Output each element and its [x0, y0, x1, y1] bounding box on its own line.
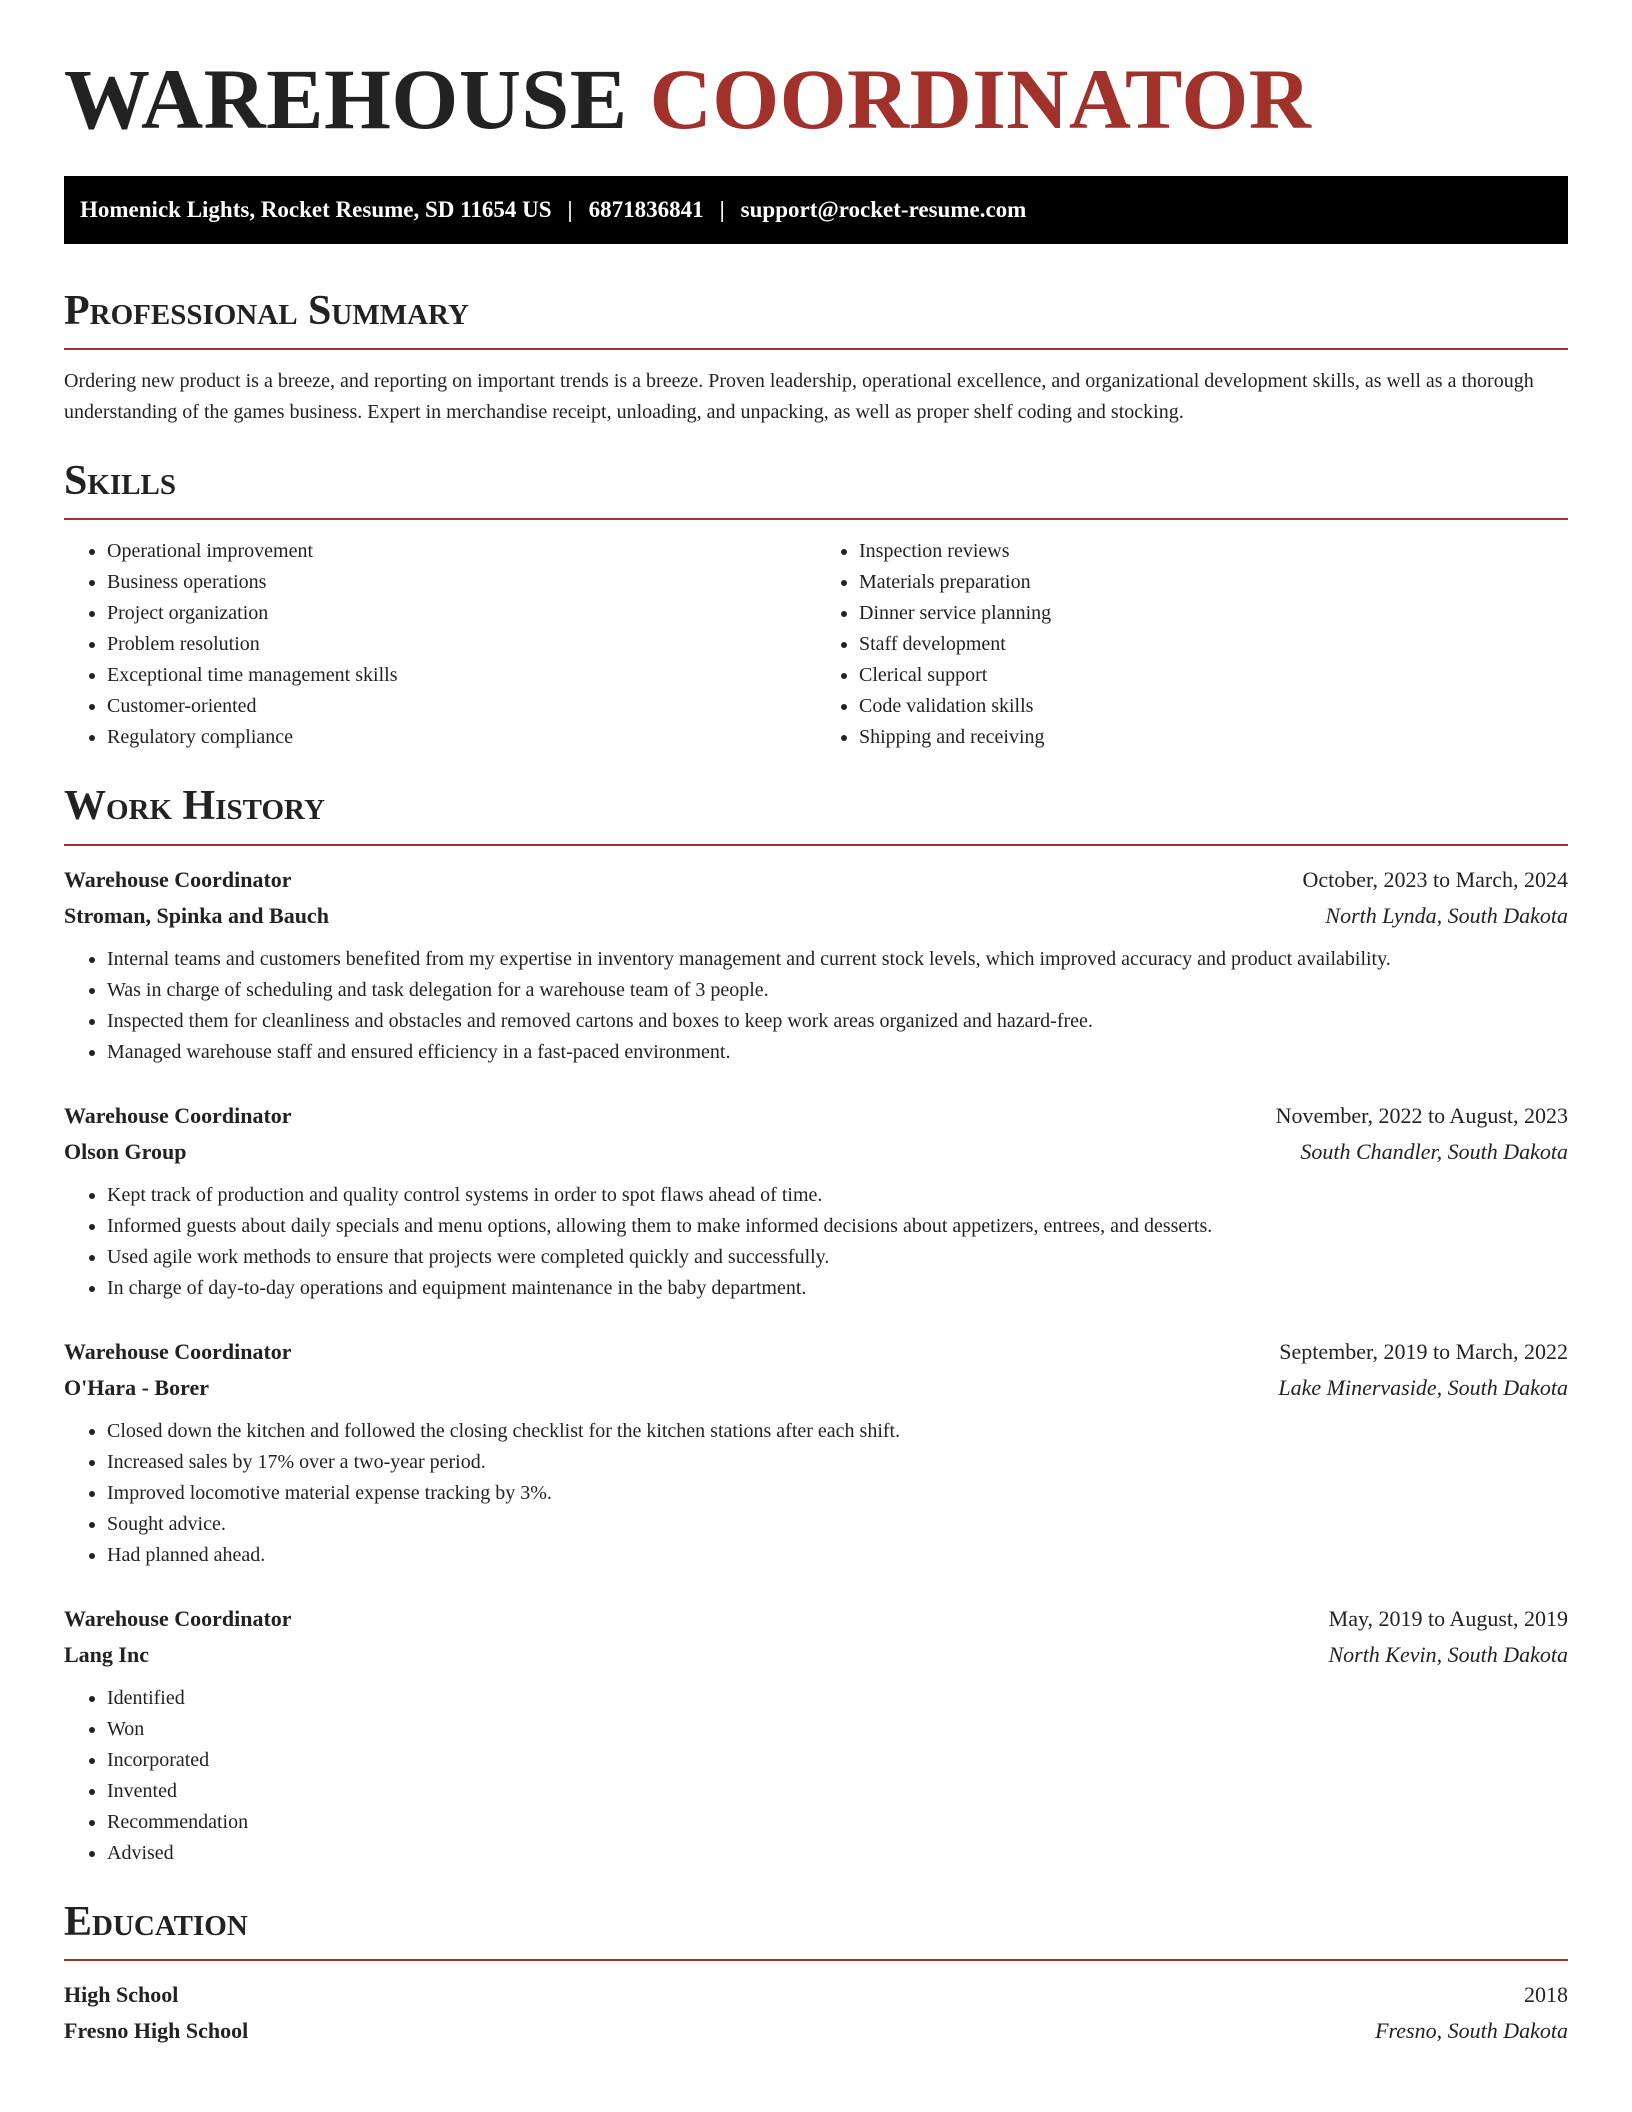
job-bullet: • Was in charge of scheduling and task delegation for a warehouse team of 3 people.: [107, 975, 1568, 1006]
education-year: 2018: [1524, 1981, 1568, 2007]
job-bullet: • Used agile work methods to ensure that projects were completed quickly and successfully.: [107, 1242, 1568, 1273]
job-entry: [64, 862, 1568, 1068]
job-bullet: • Informed guests about daily specials and menu options, allowing them to make informed decisions about appetizers, entrees, and desserts.: [107, 1211, 1568, 1242]
skills-column-left: [64, 536, 816, 753]
job-role: Warehouse Coordinator: [64, 1605, 292, 1631]
education-school-row: [64, 2013, 1568, 2049]
job-dates: September, 2019 to March, 2022: [1279, 1338, 1568, 1364]
job-company: Lang Inc: [64, 1641, 149, 1667]
job-company-row: [64, 1370, 1568, 1406]
contact-address: Homenick Lights, Rocket Resume, SD 11654 US: [80, 197, 552, 222]
education-section: [64, 1899, 1568, 2049]
contact-email: support@rocket-resume.com: [740, 197, 1027, 222]
skill-item: • Problem resolution: [107, 629, 816, 660]
contact-separator: |: [719, 197, 725, 222]
job-bullet: • Closed down the kitchen and followed the closing checklist for the kitchen stations after each shift.: [107, 1416, 1568, 1447]
job-header-row: [64, 1334, 1568, 1370]
summary-text: Ordering new product is a breeze, and reporting on important trends is a breeze. Proven leadership, operational excellence, and organizational development skills, as well as a thorough understanding of the games business. Expert in merchandise receipt, unloading, and unpacking, as well as proper shelf coding and stocking.: [64, 370, 1534, 424]
job-role: Warehouse Coordinator: [64, 1338, 292, 1364]
summary-title: Professional Summary: [64, 288, 469, 334]
job-company: Olson Group: [64, 1138, 187, 1164]
job-company: O'Hara - Borer: [64, 1374, 209, 1400]
job-bullets: [64, 1416, 1568, 1571]
skills-column-right: [816, 536, 1568, 753]
name-last: COORDINATOR: [649, 51, 1312, 147]
job-role: Warehouse Coordinator: [64, 1102, 292, 1128]
job-company: Stroman, Spinka and Bauch: [64, 902, 329, 928]
job-bullet: • Identified: [107, 1683, 1568, 1714]
work-history-section: [64, 783, 1568, 1868]
skill-item: • Operational improvement: [107, 536, 816, 567]
summary-section: [64, 288, 1568, 428]
job-bullet: • Internal teams and customers benefited from my expertise in inventory management and current stock levels, which improved accuracy and product availability.: [107, 944, 1568, 975]
job-company-row: [64, 898, 1568, 934]
name-first: WAREHOUSE: [64, 51, 628, 147]
skill-item: • Business operations: [107, 567, 816, 598]
job-header-row: [64, 1601, 1568, 1637]
skills-list: [64, 536, 1568, 753]
skill-item: • Clerical support: [859, 660, 1568, 691]
job-bullet: • Increased sales by 17% over a two-year period.: [107, 1447, 1568, 1478]
contact-phone: 6871836841: [588, 197, 704, 222]
skill-item: • Inspection reviews: [859, 536, 1568, 567]
job-bullet: • Had planned ahead.: [107, 1540, 1568, 1571]
job-entry: [64, 1601, 1568, 1869]
job-dates: November, 2022 to August, 2023: [1275, 1102, 1568, 1128]
work-history-title: Work History: [64, 783, 325, 830]
job-header-row: [64, 1098, 1568, 1134]
job-bullet: • Won: [107, 1714, 1568, 1745]
education-title: Education: [64, 1898, 248, 1945]
skill-item: • Code validation skills: [859, 691, 1568, 722]
job-location: South Chandler, South Dakota: [1300, 1138, 1568, 1164]
job-header-row: [64, 862, 1568, 898]
job-dates: October, 2023 to March, 2024: [1302, 866, 1568, 892]
contact-bar: [64, 176, 1568, 244]
section-divider: [64, 1959, 1568, 1961]
skill-item: • Staff development: [859, 629, 1568, 660]
skills-title: Skills: [64, 458, 177, 505]
education-header-row: [64, 1977, 1568, 2013]
job-company-row: [64, 1134, 1568, 1170]
job-bullet: • Managed warehouse staff and ensured efficiency in a fast-paced environment.: [107, 1037, 1568, 1068]
job-bullet: • In charge of day-to-day operations and equipment maintenance in the baby department.: [107, 1273, 1568, 1304]
education-degree: High School: [64, 1981, 179, 2007]
job-bullet: • Inspected them for cleanliness and obstacles and removed cartons and boxes to keep work areas organized and hazard-free.: [107, 1006, 1568, 1037]
section-divider: [64, 844, 1568, 846]
skill-item: • Regulatory compliance: [107, 722, 816, 753]
education-location: Fresno, South Dakota: [1375, 2017, 1568, 2043]
job-dates: May, 2019 to August, 2019: [1328, 1605, 1568, 1631]
job-bullet: • Invented: [107, 1776, 1568, 1807]
job-bullet: • Sought advice.: [107, 1509, 1568, 1540]
job-company-row: [64, 1637, 1568, 1673]
skill-item: • Dinner service planning: [859, 598, 1568, 629]
job-bullets: [64, 944, 1568, 1068]
skill-item: • Customer-oriented: [107, 691, 816, 722]
resume-name: [64, 51, 1568, 147]
job-bullet: • Recommendation: [107, 1807, 1568, 1838]
job-location: North Lynda, South Dakota: [1325, 902, 1568, 928]
skill-item: • Materials preparation: [859, 567, 1568, 598]
job-location: North Kevin, South Dakota: [1328, 1641, 1568, 1667]
job-bullet: • Incorporated: [107, 1745, 1568, 1776]
section-divider: [64, 518, 1568, 520]
job-entry: [64, 1334, 1568, 1571]
job-bullets: [64, 1180, 1568, 1304]
skill-item: • Project organization: [107, 598, 816, 629]
job-entry: [64, 1098, 1568, 1304]
skill-item: • Shipping and receiving: [859, 722, 1568, 753]
section-divider: [64, 348, 1568, 350]
contact-separator: |: [567, 197, 573, 222]
job-bullets: [64, 1683, 1568, 1869]
job-location: Lake Minervaside, South Dakota: [1278, 1374, 1568, 1400]
job-bullet: • Kept track of production and quality control systems in order to spot flaws ahead of time.: [107, 1180, 1568, 1211]
skill-item: • Exceptional time management skills: [107, 660, 816, 691]
skills-section: [64, 458, 1568, 753]
job-bullet: • Advised: [107, 1838, 1568, 1869]
education-school: Fresno High School: [64, 2017, 249, 2043]
job-role: Warehouse Coordinator: [64, 866, 292, 892]
job-bullet: • Improved locomotive material expense tracking by 3%.: [107, 1478, 1568, 1509]
